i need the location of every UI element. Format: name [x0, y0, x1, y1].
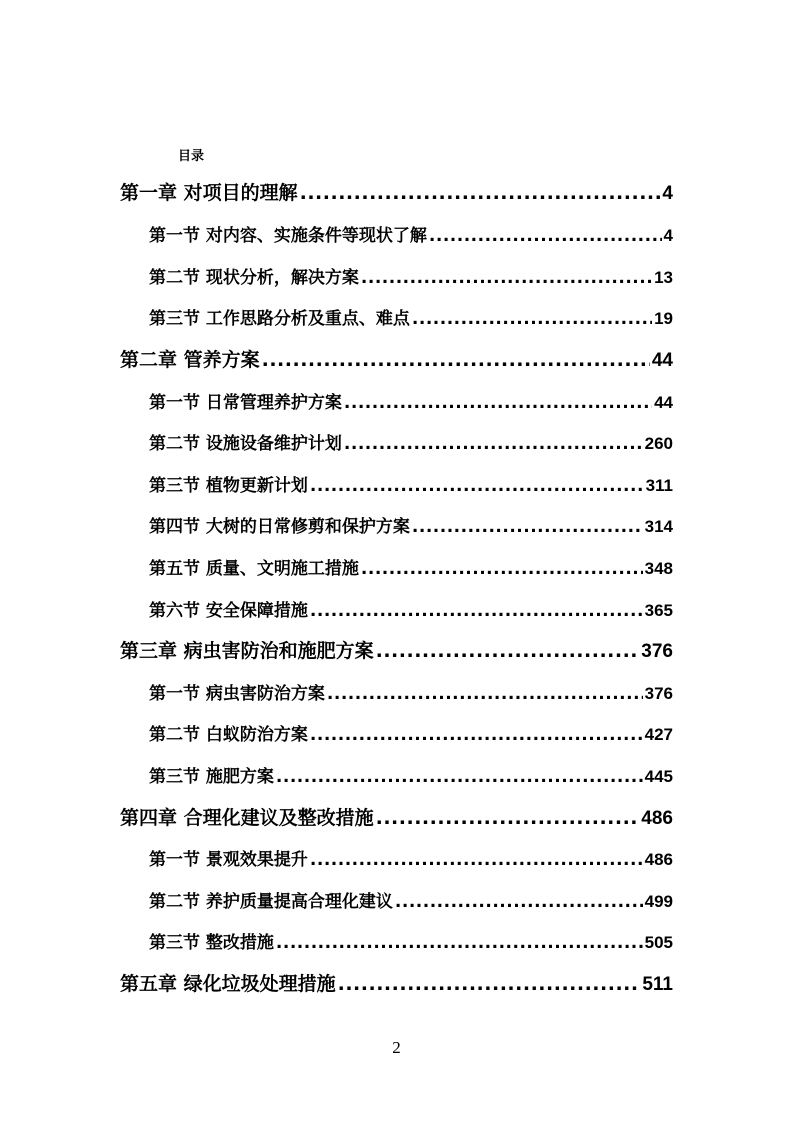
toc-section-1-1[interactable] — [149, 221, 673, 246]
toc-entry-page: 505 — [644, 933, 673, 952]
toc-chapter-3[interactable] — [120, 636, 673, 663]
toc-entry-page: 314 — [644, 517, 673, 536]
toc-entry-label: 第五章 绿化垃圾处理措施 — [120, 973, 336, 995]
toc-section-1-2[interactable] — [149, 263, 673, 288]
toc-section-1-3[interactable] — [149, 304, 673, 329]
toc-entry-page: 311 — [645, 476, 673, 495]
toc-entry-label: 第一节 景观效果提升 — [149, 850, 308, 870]
toc-entry-label: 第二章 管养方案 — [120, 349, 260, 371]
toc-entry-page: 486 — [641, 808, 673, 829]
toc-leader-dots — [395, 892, 643, 912]
toc-section-3-3[interactable] — [149, 762, 673, 787]
toc-entry-label: 第六节 安全保障措施 — [149, 601, 308, 621]
toc-entry-label: 第二节 养护质量提高合理化建议 — [149, 892, 393, 912]
toc-section-2-2[interactable] — [149, 429, 673, 454]
toc-chapter-4[interactable] — [120, 803, 673, 830]
toc-section-2-3[interactable] — [149, 471, 673, 496]
toc-section-4-3[interactable] — [149, 928, 673, 953]
toc-entry-page: 445 — [644, 767, 673, 786]
toc-entry-page: 260 — [644, 434, 673, 453]
toc-entry-page: 348 — [644, 559, 673, 578]
toc-leader-dots — [310, 725, 643, 745]
toc-title: 目录 — [178, 149, 205, 164]
toc-section-2-1[interactable] — [149, 388, 673, 413]
toc-section-2-6[interactable] — [149, 596, 673, 621]
toc-leader-dots — [376, 640, 640, 662]
toc-leader-dots — [276, 767, 643, 787]
toc-entry-page: 427 — [644, 725, 673, 744]
toc-entry-label: 第一节 对内容、实施条件等现状了解 — [149, 226, 427, 246]
toc-entry-label: 第三节 施肥方案 — [149, 767, 274, 787]
toc-leader-dots — [429, 226, 662, 246]
toc-leader-dots — [412, 517, 643, 537]
toc-entry-label: 第三节 植物更新计划 — [149, 476, 308, 496]
toc-entry-label: 第一节 病虫害防治方案 — [149, 684, 325, 704]
toc-leader-dots — [327, 684, 643, 704]
toc-entry-label: 第五节 质量、文明施工措施 — [149, 559, 359, 579]
page-number: 2 — [392, 1038, 401, 1057]
toc-leader-dots — [276, 933, 643, 953]
toc-leader-dots — [412, 309, 652, 329]
toc-section-2-5[interactable] — [149, 554, 673, 579]
toc-entry-label: 第二节 现状分析，解决方案 — [149, 268, 359, 288]
toc-leader-dots — [344, 393, 652, 413]
toc-chapter-5[interactable] — [120, 969, 673, 996]
toc-leader-dots — [361, 559, 643, 579]
toc-entry-page: 511 — [642, 974, 673, 995]
toc-chapter-1[interactable] — [120, 178, 673, 205]
toc-entry-label: 第一节 日常管理养护方案 — [149, 393, 342, 413]
toc-entry-page: 44 — [654, 393, 673, 412]
toc-leader-dots — [310, 850, 643, 870]
toc-entry-label: 第二节 白蚁防治方案 — [149, 725, 308, 745]
toc-entry-page: 4 — [663, 226, 673, 245]
toc-entry-page: 376 — [641, 641, 673, 662]
toc-entry-page: 44 — [651, 350, 673, 371]
toc-entry-page: 376 — [644, 684, 673, 703]
toc-leader-dots — [310, 601, 643, 621]
toc-entry-page: 365 — [644, 601, 673, 620]
toc-entry-page: 13 — [654, 268, 673, 287]
toc-leader-dots — [262, 349, 650, 371]
toc-entry-label: 第二节 设施设备维护计划 — [149, 434, 342, 454]
toc-entry-label: 第三节 整改措施 — [149, 933, 274, 953]
toc-leader-dots — [338, 973, 641, 995]
toc-leader-dots — [361, 268, 652, 288]
toc-entry-label: 第四章 合理化建议及整改措施 — [120, 807, 374, 829]
toc-leader-dots — [344, 434, 643, 454]
toc-entry-page: 4 — [662, 183, 673, 204]
toc-section-3-2[interactable] — [149, 720, 673, 745]
toc-section-4-2[interactable] — [149, 887, 673, 912]
toc-section-3-1[interactable] — [149, 679, 673, 704]
toc-entry-page: 486 — [644, 850, 673, 869]
toc-section-4-1[interactable] — [149, 845, 673, 870]
toc-entry-page: 499 — [644, 892, 673, 911]
toc-leader-dots — [376, 807, 640, 829]
toc-entry-label: 第一章 对项目的理解 — [120, 182, 298, 204]
toc-chapter-2[interactable] — [120, 345, 673, 372]
toc-leader-dots — [310, 476, 644, 496]
toc-leader-dots — [300, 182, 661, 204]
toc-entry-label: 第三节 工作思路分析及重点、难点 — [149, 309, 410, 329]
toc-entry-page: 19 — [654, 309, 673, 328]
toc-entry-label: 第三章 病虫害防治和施肥方案 — [120, 640, 374, 662]
toc-entry-label: 第四节 大树的日常修剪和保护方案 — [149, 517, 410, 537]
toc-section-2-4[interactable] — [149, 512, 673, 537]
